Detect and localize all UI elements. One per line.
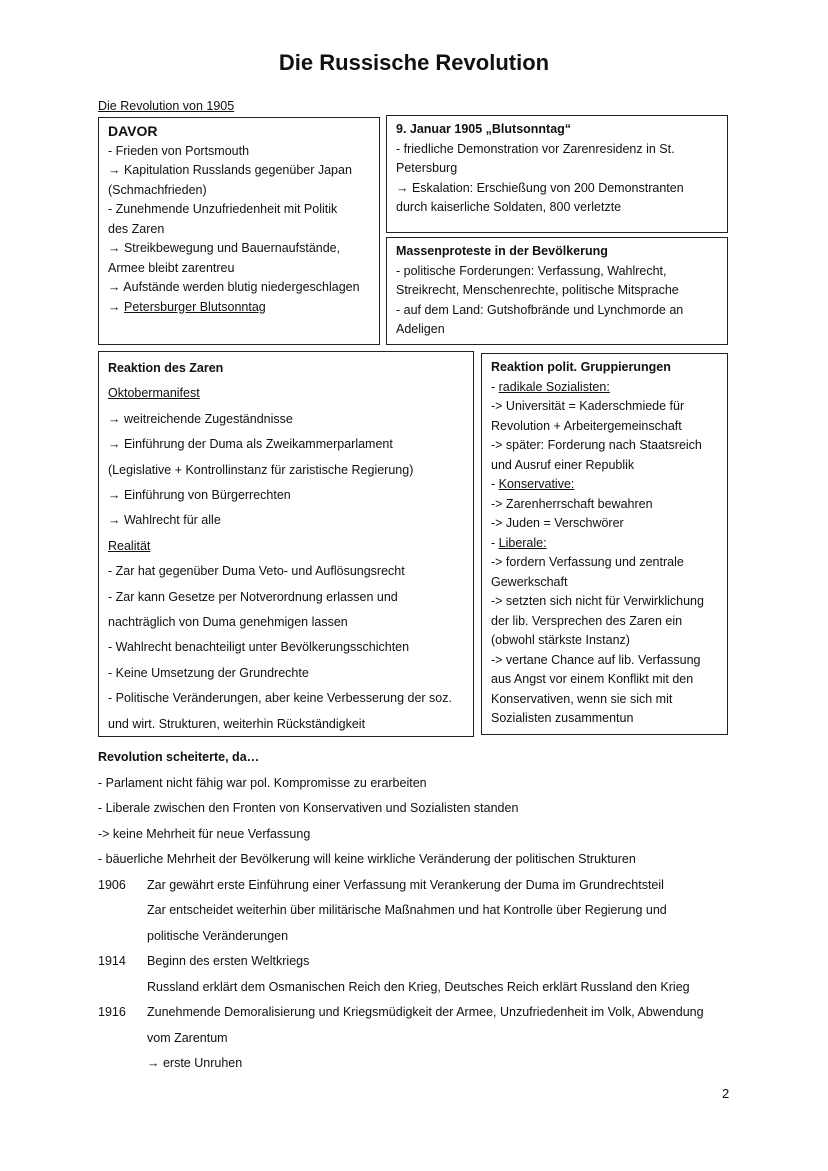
gruppen-line: -> Zarenherrschaft bewahren <box>491 496 653 511</box>
scheitern-line: - bäuerliche Mehrheit der Bevölkerung will keine wirkliche Veränderung der politischen Strukturen <box>98 852 636 866</box>
reaktion-zar-heading: Reaktion des Zaren <box>108 361 224 375</box>
scheitern-line: - Parlament nicht fähig war pol. Kompromisse zu erarbeiten <box>98 775 427 790</box>
reaktion-zar-line: - Keine Umsetzung der Grundrechte <box>108 665 309 680</box>
scheitern-line: - Liberale zwischen den Fronten von Konservativen und Sozialisten standen <box>98 801 519 815</box>
massenproteste-line: Streikrecht, Menschenrechte, politische Mitsprache <box>396 283 679 297</box>
massenproteste-box <box>386 237 728 345</box>
davor-line: - Frieden von Portsmouth <box>108 143 250 158</box>
gruppen-line: der lib. Versprechen des Zaren ein <box>491 613 683 628</box>
timeline-line: → erste Unruhen <box>147 1056 243 1070</box>
davor-line: (Schmachfrieden) <box>108 182 207 197</box>
gruppen-line: -> Universität = Kaderschmiede für <box>491 399 685 413</box>
oktobermanifest-subheading: Oktobermanifest <box>108 386 200 401</box>
blutsonntag-line: → Eskalation: Erschießung von 200 Demonstranten <box>396 180 684 195</box>
gruppen-line: -> Juden = Verschwörer <box>491 516 624 530</box>
timeline-line: Beginn des ersten Weltkriegs <box>147 954 310 968</box>
reaktion-zar-line: und wirt. Strukturen, weiterhin Rückständigkeit <box>108 716 366 731</box>
timeline-line: politische Veränderungen <box>147 928 289 943</box>
gruppen-line: und Ausruf einer Republik <box>491 457 635 472</box>
massenproteste-heading: Massenproteste in der Bevölkerung <box>396 244 608 258</box>
page-number: 2 <box>722 1086 730 1101</box>
davor-last-prefix: → <box>108 299 124 314</box>
scheitern-heading: Revolution scheiterte, da… <box>98 750 260 764</box>
reaktion-zar-line: (Legislative + Kontrollinstanz für zaristische Regierung) <box>108 462 414 477</box>
konservative-label: Konservative: <box>498 477 575 491</box>
timeline-line: Russland erklärt dem Osmanischen Reich den Krieg, Deutsches Reich erklärt Russland den Krieg <box>147 979 690 994</box>
massenproteste-line: - auf dem Land: Gutshofbrände und Lynchmorde an <box>396 302 684 317</box>
scheitern-section <box>98 745 738 1077</box>
blutsonntag-line: - friedliche Demonstration vor Zarenresidenz in St. <box>396 141 675 156</box>
massenproteste-line: - politische Forderungen: Verfassung, Wahlrecht, <box>396 263 667 278</box>
davor-line: → Streikbewegung und Bauernaufstände, <box>108 241 341 255</box>
reaktion-zar-line: - Zar hat gegenüber Duma Veto- und Auflösungsrecht <box>108 564 405 579</box>
reaktion-zar-line: - Wahlrecht benachteiligt unter Bevölkerungsschichten <box>108 640 410 655</box>
reaktion-zar-line: → Wahlrecht für alle <box>108 513 221 528</box>
davor-last-line <box>108 298 370 318</box>
blutsonntag-line: durch kaiserliche Soldaten, 800 verletzte <box>396 200 622 214</box>
gruppen-line: Revolution + Arbeitergemeinschaft <box>491 418 682 433</box>
gruppen-line: Gewerkschaft <box>491 574 568 589</box>
realitaet-subheading: Realität <box>108 538 151 553</box>
liberale-label: Liberale: <box>498 535 547 550</box>
reaktion-zar-line: - Zar kann Gesetze per Notverordnung erlassen und <box>108 589 398 604</box>
massenproteste-line: Adeligen <box>396 322 445 336</box>
radikale-label: radikale Sozialisten: <box>498 379 610 394</box>
page-title: Die Russische Revolution <box>278 50 550 75</box>
gruppen-line: (obwohl stärkste Instanz) <box>491 633 630 647</box>
reaktion-gruppen-box: Reaktion polit. Gruppierungen - radikale Sozialisten: -> Universität = Kaderschmiede für Revolution + Arbeitergemeinschaft -> später: Forderung nach Staatsreich und Ausruf einer Republik - Konservative: -> Zarenherrschaft bewahren -> Juden = Verschwörer - Liberale: -> fordern Verfassung und zentrale Gewerkschaft -> setzten sich nicht für Verwirklichung der lib. Versprechen des Zaren ein (obwohl stärkste Instanz) -> vertane Chance auf lib. Verfassung aus Angst vor einem Konflikt mit den Konservativen, wenn sie sich mit Sozialisten zusammentun <box>481 353 728 735</box>
blutsonntag-heading: 9. Januar 1905 „Blutsonntag“ <box>396 122 572 136</box>
timeline-year: 1914 <box>98 954 126 968</box>
scheitern-line: -> keine Mehrheit für neue Verfassung <box>98 826 311 841</box>
davor-heading: DAVOR <box>108 123 158 139</box>
gruppen-line: aus Angst vor einem Konflikt mit den <box>491 672 694 686</box>
blutsonntag-line: Petersburg <box>396 161 458 175</box>
section-label: Die Revolution von 1905 <box>98 99 235 113</box>
timeline-line: Zar gewährt erste Einführung einer Verfassung mit Verankerung der Duma im Grundrechtsteil <box>147 877 664 892</box>
davor-line: Armee bleibt zarentreu <box>108 260 235 275</box>
timeline-year: 1916 <box>98 1005 126 1019</box>
reaktion-zar-line: → weitreichende Zugeständnisse <box>108 411 293 426</box>
timeline-year: 1906 <box>98 877 126 892</box>
gruppen-line: Konservativen, wenn sie sich mit <box>491 691 673 706</box>
timeline-entry <box>98 949 738 1000</box>
timeline-line: vom Zarentum <box>147 1030 228 1045</box>
reaktion-gruppen-heading: Reaktion polit. Gruppierungen <box>491 360 671 374</box>
gruppen-line: -> später: Forderung nach Staatsreich <box>491 438 702 452</box>
reaktion-zar-line: - Politische Veränderungen, aber keine Verbesserung der soz. <box>108 691 452 706</box>
timeline-line: Zunehmende Demoralisierung und Kriegsmüdigkeit der Armee, Unzufriedenheit im Volk, Abwendung <box>147 1005 704 1019</box>
blutsonntag-box <box>386 115 728 233</box>
timeline-line: Zar entscheidet weiterhin über militärische Maßnahmen und hat Kontrolle über Regierung und <box>147 903 667 917</box>
davor-line: des Zaren <box>108 221 165 236</box>
timeline-entry <box>98 1000 738 1077</box>
davor-box <box>98 117 380 345</box>
blutsonntag-reference: Petersburger Blutsonntag <box>123 299 266 314</box>
gruppen-line: -> vertane Chance auf lib. Verfassung <box>491 652 701 667</box>
gruppen-line: -> setzten sich nicht für Verwirklichung <box>491 594 704 608</box>
reaktion-zar-box <box>98 351 474 737</box>
gruppen-line: Sozialisten zusammentun <box>491 711 634 725</box>
reaktion-zar-line: → Einführung von Bürgerrechten <box>108 488 291 503</box>
davor-line: - Zunehmende Unzufriedenheit mit Politik <box>108 202 338 216</box>
davor-line: → Kapitulation Russlands gegenüber Japan <box>108 163 352 177</box>
reaktion-zar-line: nachträglich von Duma genehmigen lassen <box>108 615 348 630</box>
gruppen-line: -> fordern Verfassung und zentrale <box>491 555 684 569</box>
timeline-entry <box>98 873 738 950</box>
davor-line: → Aufstände werden blutig niedergeschlagen <box>108 280 360 294</box>
reaktion-zar-line: → Einführung der Duma als Zweikammerparlament <box>108 437 393 452</box>
